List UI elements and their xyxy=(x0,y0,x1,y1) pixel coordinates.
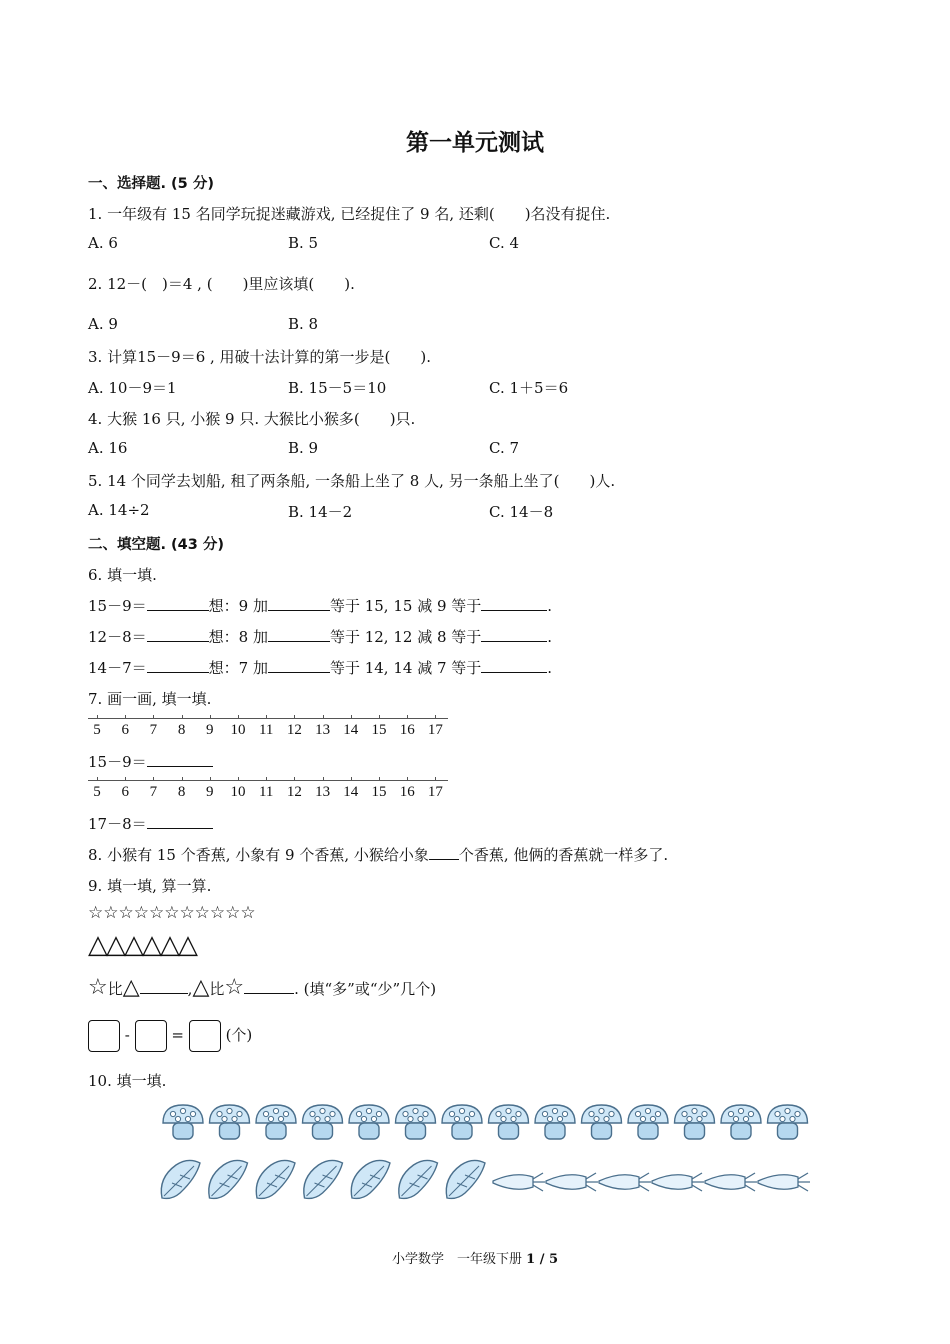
q9-compare xyxy=(88,975,436,1000)
q8-text-pre: 8. 小猴有 15 个香蕉, 小象有 9 个香蕉, 小猴给小象 xyxy=(88,846,429,864)
number-line-label: 16 xyxy=(399,784,415,800)
question-10: 10. 填一填. xyxy=(88,1072,167,1090)
question-4: 4. 大猴 16 只, 小猴 9 只. 大猴比小猴多( )只. xyxy=(88,410,416,428)
page-title: 第一单元测试 xyxy=(406,129,544,156)
star-icon: ☆ xyxy=(88,975,108,1000)
number-line-tick xyxy=(323,777,324,781)
mushroom-icon xyxy=(768,1105,808,1139)
mushroom-icon xyxy=(675,1105,715,1139)
number-line-label: 11 xyxy=(258,784,274,800)
answer-blank[interactable] xyxy=(268,627,330,642)
mushroom-icon xyxy=(628,1105,668,1139)
number-line-tick xyxy=(435,777,436,781)
mushroom-icon xyxy=(210,1105,250,1139)
answer-blank[interactable] xyxy=(481,627,547,642)
number-line-label: 9 xyxy=(206,722,214,738)
cabbage-icon xyxy=(256,1160,295,1198)
carrot-icon xyxy=(599,1173,651,1191)
q6-end: . xyxy=(547,597,553,615)
number-line-tick xyxy=(351,715,352,719)
number-line-tick xyxy=(407,715,408,719)
cabbage-icon xyxy=(351,1160,390,1198)
number-line-tick xyxy=(435,715,436,719)
question-5: 5. 14 个同学去划船, 租了两条船, 一条船上坐了 8 人, 另一条船上坐了( )人. xyxy=(88,472,616,490)
number-line-label: 10 xyxy=(230,722,246,738)
mushroom-icon xyxy=(582,1105,622,1139)
answer-blank[interactable] xyxy=(268,658,330,673)
mushroom-icon xyxy=(442,1105,482,1139)
section-2-heading: 二、填空题. (43 分) xyxy=(88,537,225,553)
section-1-heading: 一、选择题. (5 分) xyxy=(88,176,214,192)
number-line-label: 14 xyxy=(343,784,359,800)
mushroom-icon xyxy=(396,1105,436,1139)
minus-sign: - xyxy=(124,1026,130,1044)
q9-equation xyxy=(88,1020,252,1052)
number-line-label: 15 xyxy=(371,784,387,800)
answer-blank[interactable] xyxy=(147,596,209,611)
number-line-label: 5 xyxy=(93,784,101,800)
answer-blank[interactable] xyxy=(147,752,213,767)
mushroom-icon xyxy=(535,1105,575,1139)
number-line-tick xyxy=(97,715,98,719)
q10-picture xyxy=(155,1103,815,1213)
triangles-row: △△△△△△ xyxy=(88,930,196,960)
cabbage-icon xyxy=(399,1160,438,1198)
q6-think: 想：7 加 xyxy=(208,659,268,677)
number-line-label: 8 xyxy=(177,722,186,738)
number-line-axis xyxy=(88,718,448,719)
number-line-tick xyxy=(97,777,98,781)
number-line-tick xyxy=(238,715,239,719)
answer-blank[interactable] xyxy=(268,596,330,611)
carrot-icon xyxy=(705,1173,757,1191)
number-line-tick xyxy=(153,777,154,781)
question-9: 9. 填一填, 算一算. xyxy=(88,877,212,895)
mushroom-icon xyxy=(303,1105,343,1139)
q6-expr: 15－9＝ xyxy=(88,597,147,615)
number-line-tick xyxy=(182,715,183,719)
q6-mid: 等于 15, 15 减 9 等于 xyxy=(329,597,482,615)
number-line-tick xyxy=(238,777,239,781)
number-line-label: 16 xyxy=(399,722,415,738)
carrot-icon xyxy=(652,1173,704,1191)
q6-end: . xyxy=(547,628,553,646)
question-3: 3. 计算15－9＝6 , 用破十法计算的第一步是( ). xyxy=(88,348,432,366)
q6-mid: 等于 14, 14 减 7 等于 xyxy=(329,659,482,677)
answer-blank[interactable] xyxy=(244,979,294,994)
stars-row: ☆☆☆☆☆☆☆☆☆☆☆ xyxy=(88,903,256,923)
number-line-tick xyxy=(125,777,126,781)
answer-blank[interactable] xyxy=(147,658,209,673)
unit-label: (个) xyxy=(225,1026,253,1044)
answer-box[interactable] xyxy=(189,1020,221,1052)
q1-option-b: B. 5 xyxy=(288,234,319,252)
q6-expr: 14－7＝ xyxy=(88,659,147,677)
q7-eq2-text: 17－8＝ xyxy=(88,815,147,833)
number-line-tick xyxy=(182,777,183,781)
number-line-label: 6 xyxy=(121,784,129,800)
number-line-label: 13 xyxy=(315,784,331,800)
answer-box[interactable] xyxy=(88,1020,120,1052)
question-2: 2. 12－( )＝4 , ( )里应该填( ). xyxy=(88,275,355,293)
carrot-icon xyxy=(493,1173,545,1191)
cabbage-icon xyxy=(446,1160,485,1198)
q6-think: 想：9 加 xyxy=(208,597,268,615)
number-line-tick xyxy=(379,715,380,719)
footer-label: 小学数学 一年级下册 xyxy=(391,1252,527,1267)
number-line-tick xyxy=(323,715,324,719)
page-number: 1 / 5 xyxy=(526,1252,559,1267)
number-line-tick xyxy=(125,715,126,719)
mushroom-icon xyxy=(721,1105,761,1139)
triangle-icon: △ xyxy=(192,975,210,1000)
answer-blank[interactable] xyxy=(481,596,547,611)
q8-text-post: 个香蕉, 他俩的香蕉就一样多了. xyxy=(458,846,669,864)
mushroom-icon xyxy=(349,1105,389,1139)
number-line-tick xyxy=(266,715,267,719)
question-8 xyxy=(88,844,668,865)
q9-bi: 比 xyxy=(107,980,123,998)
number-line-label: 12 xyxy=(286,722,302,738)
q1-option-a: A. 6 xyxy=(88,234,118,252)
number-line-tick xyxy=(153,715,154,719)
answer-blank[interactable] xyxy=(147,627,209,642)
question-7: 7. 画一画, 填一填. xyxy=(88,690,212,708)
number-line-label: 14 xyxy=(343,722,359,738)
q6-mid: 等于 12, 12 减 8 等于 xyxy=(329,628,482,646)
number-line-tick xyxy=(210,715,211,719)
cabbage-icon xyxy=(209,1160,248,1198)
number-line-label: 9 xyxy=(206,784,214,800)
triangle-icon: △ xyxy=(122,975,140,1000)
number-line-label: 7 xyxy=(149,784,158,800)
q6-think: 想：8 加 xyxy=(208,628,268,646)
q7-equation-1 xyxy=(88,751,213,772)
answer-box[interactable] xyxy=(135,1020,167,1052)
question-6: 6. 填一填. xyxy=(88,566,157,584)
number-line-label: 12 xyxy=(286,784,302,800)
number-line-label: 8 xyxy=(177,784,186,800)
number-line-label: 10 xyxy=(230,784,246,800)
question-1: 1. 一年级有 15 名同学玩捉迷藏游戏, 已经捉住了 9 名, 还剩( )名没有捉住. xyxy=(88,205,611,223)
q9-comma: , xyxy=(187,980,193,998)
q6-row xyxy=(88,657,552,678)
q3-option-c: C. 1＋5＝6 xyxy=(489,379,569,397)
number-line-label: 17 xyxy=(427,784,443,800)
answer-blank[interactable] xyxy=(429,845,459,860)
number-line-label: 6 xyxy=(121,722,129,738)
q9-note: . (填“多”或“少”几个) xyxy=(294,980,437,998)
page-footer xyxy=(0,1248,950,1267)
mushroom-icon xyxy=(163,1105,203,1139)
q4-option-b: B. 9 xyxy=(288,439,319,457)
answer-blank[interactable] xyxy=(147,814,213,829)
number-line-tick xyxy=(266,777,267,781)
q2-option-a: A. 9 xyxy=(88,315,118,333)
q7-eq1-text: 15－9＝ xyxy=(88,753,147,771)
number-line-tick xyxy=(294,715,295,719)
number-line-label: 17 xyxy=(427,722,443,738)
q5-option-a: A. 14÷2 xyxy=(88,501,150,519)
number-line-tick xyxy=(407,777,408,781)
q1-option-c: C. 4 xyxy=(489,234,520,252)
answer-blank[interactable] xyxy=(140,979,188,994)
number-line-label: 13 xyxy=(315,722,331,738)
answer-blank[interactable] xyxy=(481,658,547,673)
q2-option-b: B. 8 xyxy=(288,315,319,333)
cabbage-icon xyxy=(161,1160,200,1198)
q3-option-a: A. 10－9＝1 xyxy=(88,379,177,397)
number-line-tick xyxy=(210,777,211,781)
q5-option-b: B. 14－2 xyxy=(288,503,353,521)
number-line-label: 15 xyxy=(371,722,387,738)
number-line-tick xyxy=(351,777,352,781)
q6-end: . xyxy=(547,659,553,677)
carrot-icon xyxy=(546,1173,598,1191)
q4-option-c: C. 7 xyxy=(489,439,520,457)
equals-sign: = xyxy=(171,1026,184,1044)
q9-bi: 比 xyxy=(209,980,225,998)
q7-equation-2 xyxy=(88,813,213,834)
number-line-label: 11 xyxy=(258,722,274,738)
q6-expr: 12－8＝ xyxy=(88,628,147,646)
number-line-axis xyxy=(88,780,448,781)
q5-option-c: C. 14－8 xyxy=(489,503,554,521)
number-line-tick xyxy=(294,777,295,781)
carrot-icon xyxy=(758,1173,810,1191)
q4-option-a: A. 16 xyxy=(88,439,128,457)
mushroom-icon xyxy=(489,1105,529,1139)
q6-row xyxy=(88,626,552,647)
q3-option-b: B. 15－5＝10 xyxy=(288,379,387,397)
cabbage-icon xyxy=(304,1160,343,1198)
star-icon: ☆ xyxy=(224,975,245,1000)
mushroom-icon xyxy=(256,1105,296,1139)
number-line-label: 5 xyxy=(93,722,101,738)
number-line-label: 7 xyxy=(149,722,158,738)
q6-row xyxy=(88,595,552,616)
number-line-tick xyxy=(379,777,380,781)
